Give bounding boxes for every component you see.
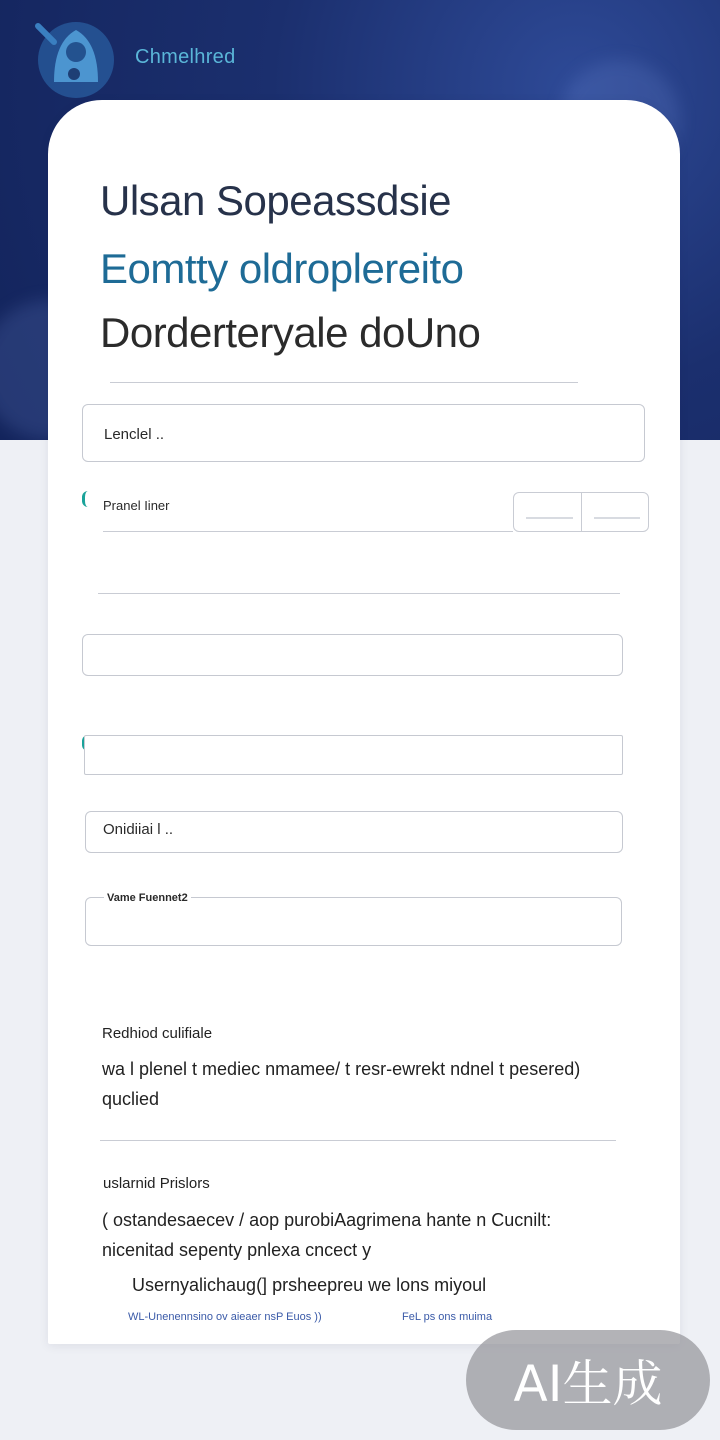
text-field-3[interactable] [82,634,623,676]
page-title-line-1: Ulsan Sopeassdsie [100,177,452,224]
ai-generated-watermark: AI生成 [466,1330,710,1430]
required-section-title: Redhiod culifiale [102,1025,213,1042]
required-section-text-2: quclied [102,1089,160,1109]
section-divider [98,593,620,594]
page-title-line-3: Dorderteryale doUno [100,309,481,356]
toggle-option-1[interactable] [514,493,582,531]
text-field-6-label: Vame Fuennet2 [104,892,191,904]
title-divider [110,382,578,383]
usage-section-text-3: Usernyalichaug(] prsheepreu we lons miyoul [132,1275,487,1295]
page-title-line-2: Eomtty oldroplereito [100,245,464,292]
usage-section-text-2: nicenitad sepenty pnlexa cncect y [102,1240,372,1260]
lower-divider [100,1140,616,1141]
toggle-option-2[interactable] [582,493,649,531]
field-accent-marker [82,491,88,507]
text-field-1-placeholder: Lenclel .. [104,426,165,443]
text-field-4[interactable] [84,735,623,775]
text-field-2-underline[interactable] [103,531,513,532]
usage-section-title: uslarnid Prislors [103,1175,210,1192]
usage-section-text-1: ( ostandesaecev / aop purobiAagrimena hante n Cucnilt: [102,1210,552,1230]
footer-link-left[interactable]: WL-Unenennsino ov aieaer nsP Euos )) [128,1311,322,1323]
brand-name: Chmelhred [135,46,236,68]
text-field-5-placeholder: Onidiiai l .. [103,821,174,838]
text-field-2-label: Pranel Iiner [103,498,170,513]
text-field-1[interactable] [82,404,645,462]
text-field-6[interactable] [85,897,622,946]
required-section-text-1: wa l plenel t mediec nmamee/ t resr-ewrekt ndnel t pesered) [102,1059,581,1079]
app-logo-icon [24,12,124,100]
footer-link-right[interactable]: FeL ps ons muima [402,1311,493,1323]
segmented-toggle[interactable] [513,492,649,532]
